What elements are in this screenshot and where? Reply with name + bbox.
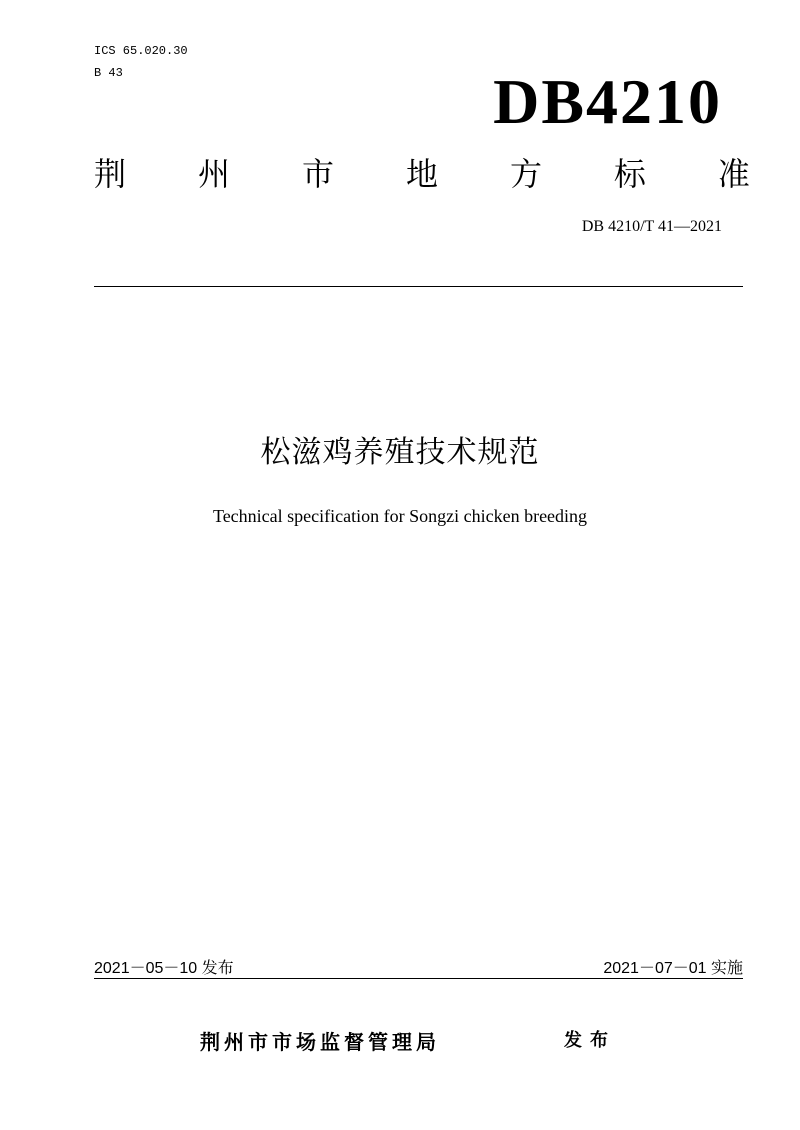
document-title-chinese: 松滋鸡养殖技术规范 (260, 435, 540, 470)
document-title-english: Technical specification for Songzi chicken breeding (212, 506, 588, 526)
issuing-authority: 荆州市市场监督管理局 (200, 1030, 440, 1054)
standard-type-char: 方 (509, 155, 542, 193)
ics-code: ICS 65.020.30 (94, 44, 188, 58)
footer-divider (94, 978, 743, 979)
standard-type-title (94, 152, 750, 196)
standard-type-char: 地 (405, 155, 438, 193)
standard-type-char: 标 (613, 155, 646, 193)
header-divider (94, 286, 743, 287)
implement-date: 2021－07－01 实施 (603, 960, 743, 977)
publish-date: 2021－05－10 发布 (94, 960, 234, 977)
standard-type-char: 州 (197, 155, 230, 193)
standard-number: DB 4210/T 41—2021 (581, 218, 722, 235)
standard-type-char: 市 (301, 155, 334, 193)
standard-type-char: 准 (717, 155, 750, 193)
ccs-code: B 43 (94, 66, 123, 80)
issued-label: 发布 (564, 1030, 616, 1051)
classification-codes (94, 40, 188, 84)
standard-code-large: DB4210 (493, 66, 722, 137)
standard-type-char: 荆 (94, 155, 127, 193)
